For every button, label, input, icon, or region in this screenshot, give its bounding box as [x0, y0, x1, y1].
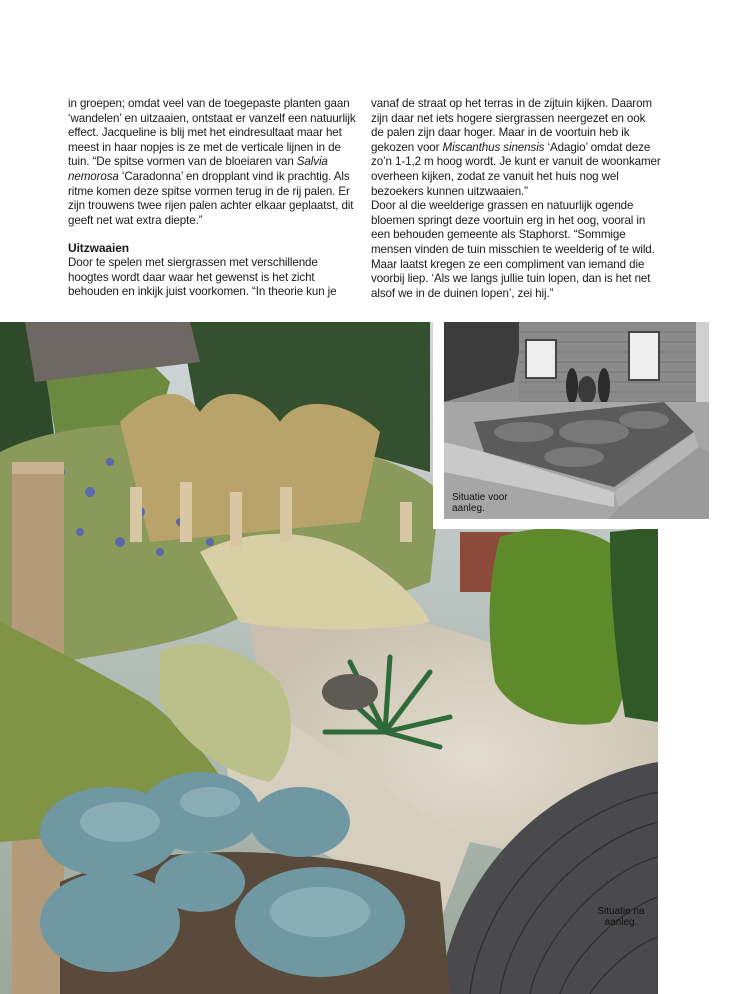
article-right-column	[371, 97, 661, 301]
article-left-column	[68, 97, 358, 300]
paragraph	[68, 97, 358, 228]
text-segment: in groepen; omdat veel van de toegepaste planten gaan ‘wandelen’ en uitzaaien, ontstaat er vanzelf een natuurlijk effect. Jacqueline is blij met het eindresultaat maar het meest in haar nopjes is ze met de verticale lijnen in de tuin. “De spitse vormen van de bloeiaren van	[68, 97, 356, 169]
paragraph: Door te spelen met siergrassen met verschillende hoogtes wordt daar waar het gewenst is het zicht behouden en inkijk juist voorkomen. “In theorie kun je	[68, 255, 337, 299]
section-heading: Uitzwaaien	[68, 241, 130, 256]
text-segment: ‘Adagio’ omdat deze zo’n 1-1,2 m hoog wordt. Je kunt er vanuit de woonkamer overheen kijken, zodat ze vanuit het huis nog wel bezoekers kunnen uitzwaaien.”	[371, 140, 661, 198]
text-segment: ‘Caradonna’ en dropplant vind ik prachtig. Als ritme komen deze spitse vormen terug in de rij palen. Er zijn trouwens twee rijen palen achter elkaar geplaatst, dit geeft net wat extra diepte.”	[68, 169, 354, 227]
plant-name: Miscanthus sinensis	[442, 140, 545, 154]
plant-name: Salvia nemorosa	[68, 155, 328, 183]
paragraph	[371, 97, 661, 199]
caption-before: Situatie voor aanleg.	[452, 492, 508, 514]
text-segment: vanaf de straat op het terras in de zijtuin kijken. Daarom zijn daar net iets hogere siergrassen neergezet en ook de palen zijn daar hoger. Maar in de voortuin heb ik gekozen voor	[371, 97, 652, 154]
paragraph: Door al die weelderige grassen en natuurlijk ogende bloemen springt deze voortuin erg in het oog, vooral in een behouden gemeente als Staphorst. “Sommige mensen vinden de tuin misschien te weelderig of te wild. Maar laatst kregen ze een compliment van iemand die voorbij liep. ‘Als we langs jullie tuin lopen, dan is het net alsof we in de duinen lopen’, zei hij.”	[371, 199, 655, 300]
caption-after: Situatie na aanleg.	[597, 906, 645, 928]
